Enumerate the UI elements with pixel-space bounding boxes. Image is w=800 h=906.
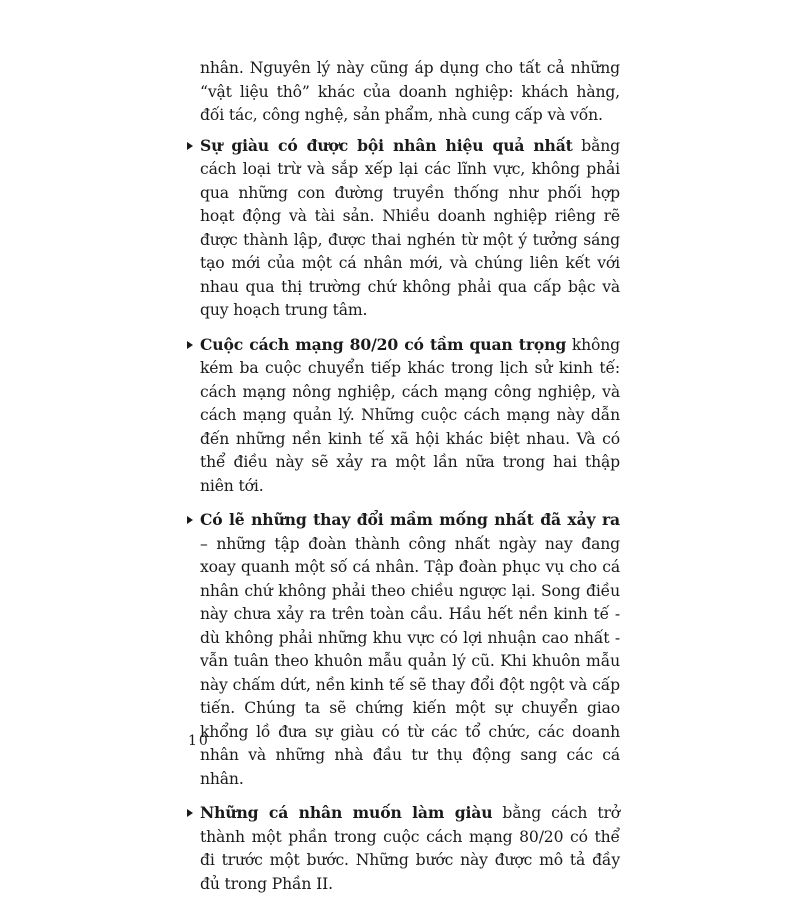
triangle-bullet-icon [187,341,193,349]
bullet-lead-text: Cuộc cách mạng 80/20 có tầm quan trọng [200,334,567,354]
bullet-paragraph-changes [188,508,620,791]
page-body [188,57,620,906]
bullet-body-text: bằng cách trở thành một phần trong cuộc cách mạng 80/20 có thể đi trước một bước. Những bước này được mô tả đầy đủ trong Phần II. [200,804,620,893]
bullet-lead-text: Có lẽ những thay đổi mầm mống nhất đã xảy ra [200,510,620,529]
bullet-paragraph-individuals [188,801,620,896]
triangle-bullet-icon [187,516,193,524]
paragraph-text: nhân. Nguyên lý này cũng áp dụng cho tất cả những “vật liệu thô” khác của doanh nghiệp: khách hàng, đối tác, công nghệ, sản phẩm, nhà cung cấp và vốn. [200,59,620,124]
bullet-body-text: – những tập đoàn thành công nhất ngày nay đang xoay quanh một số cá nhân. Tập đoàn phục vụ cho cá nhân chứ không phải theo chiều ngược lại. Song điều này chưa xảy ra trên toàn cầu. Hầu hết nền kinh tế - dù không phải những khu vực có lợi nhuận cao nhất - vẫn tuân theo khuôn mẫu quản lý cũ. Khi khuôn mẫu này chấm dứt, nền kinh tế sẽ thay đổi đột ngột và cấp tiến. Chúng ta sẽ chứng kiến một sự chuyển giao khổng lồ đưa sự giàu có từ các tổ chức, các doanh nhân và những nhà đầu tư thụ động sang các cá nhân. [200,534,620,788]
triangle-bullet-icon [187,809,193,817]
bullet-lead-text: Những cá nhân muốn làm giàu [200,803,493,822]
paragraph-continuation [188,57,620,128]
page-number: 10 [188,733,210,749]
bullet-lead-text: Sự giàu có được bội nhân hiệu quả nhất [200,135,573,155]
triangle-bullet-icon [187,142,193,150]
bullet-paragraph-revolution [188,333,620,499]
bullet-body-text: không kém ba cuộc chuyển tiếp khác trong lịch sử kinh tế: cách mạng nông nghiệp, cách mạng công nghiệp, và cách mạng quản lý. Những cuộc cách mạng này dẫn đến những nền kinh tế xã hội khác biệt nhau. Và có thể điều này sẽ xảy ra một lần nữa trong hai thập niên tới. [200,335,620,495]
bullet-body-text: bằng cách loại trừ và sắp xếp lại các lĩnh vực, không phải qua những con đường truyền thống như phối hợp hoạt động và tài sản. Nhiều doanh nghiệp riêng rẽ được thành lập, được thai nghén từ một ý tưởng sáng tạo mới của một cá nhân mới, và chúng liên kết với nhau qua thị trường chứ không phải qua cấp bậc và quy hoạch trung tâm. [200,136,621,319]
bullet-paragraph-wealth [188,134,620,323]
